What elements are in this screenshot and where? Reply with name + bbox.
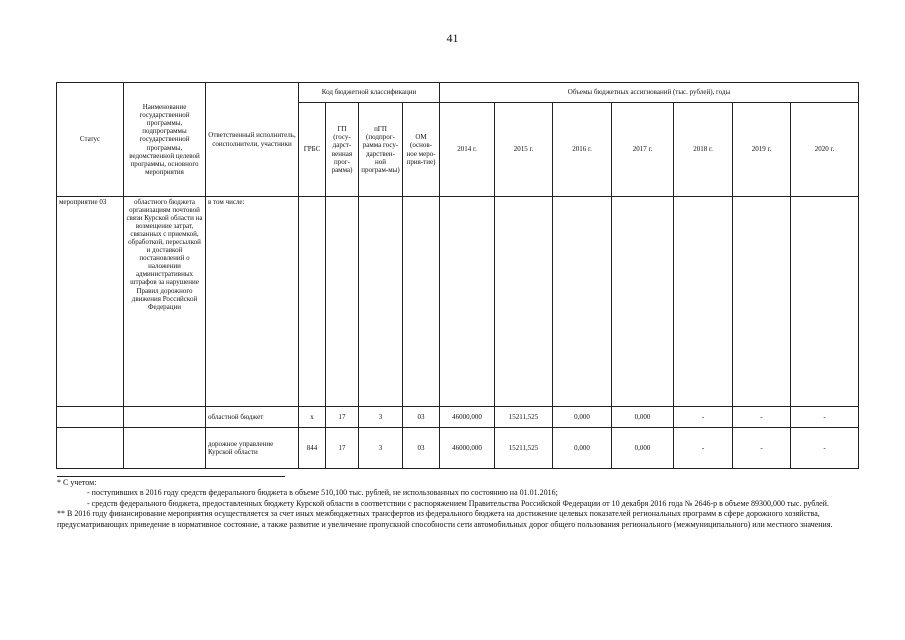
page-number: 41: [446, 31, 459, 45]
cell-grbs: х: [299, 407, 326, 428]
header-year: 2020 г.: [791, 103, 859, 197]
cell-value: 46000,000: [440, 407, 495, 428]
header-status: Статус: [57, 83, 124, 197]
footnote-star-title: * С учетом:: [57, 478, 97, 487]
header-year: 2017 г.: [612, 103, 674, 197]
cell-empty: [674, 197, 733, 407]
cell-empty: [299, 197, 326, 407]
cell-value: 0,000: [553, 428, 612, 469]
header-year: 2016 г.: [553, 103, 612, 197]
cell-pgp: 3: [359, 407, 403, 428]
cell-om: 03: [403, 407, 440, 428]
cell-empty: [733, 197, 791, 407]
cell-responsible: дорожное управление Курской области: [206, 428, 299, 469]
cell-empty: [791, 197, 859, 407]
header-gp: ГП (госу-дарст-венная прог-рамма): [326, 103, 359, 197]
cell-om: 03: [403, 428, 440, 469]
footnote-item: - поступивших в 2016 году средств федерального бюджета в объеме 510,100 тыс. рублей, не использованных по состоянию на 01.01.2016;: [87, 488, 558, 498]
footnotes: [57, 478, 847, 530]
header-budget-code-group: Код бюджетной классификации: [299, 83, 440, 103]
cell-responsible: в том числе:: [206, 197, 299, 407]
footnote-item: - средств федерального бюджета, предоставленных бюджету Курской области в соответствии с распоряжением Правительства Российской Федерации от 10 декабря 2016 года № 2646-р в объеме 89300,000 тыс. рублей.: [87, 498, 829, 508]
cell-value: 0,000: [612, 428, 674, 469]
cell-empty: [612, 197, 674, 407]
cell-gp: 17: [326, 428, 359, 469]
cell-empty: [553, 197, 612, 407]
header-year: 2015 г.: [495, 103, 553, 197]
header-grbs: ГРБС: [299, 103, 326, 197]
cell-value: 15211,525: [495, 428, 553, 469]
table-row: [57, 197, 859, 407]
cell-empty: [495, 197, 553, 407]
cell-value: -: [674, 428, 733, 469]
header-year: 2014 г.: [440, 103, 495, 197]
cell-value: 15211,525: [495, 407, 553, 428]
cell-value: -: [733, 407, 791, 428]
cell-value: 0,000: [612, 407, 674, 428]
header-pgp: пГП (подпрог-рамма госу-дарствен-ной програм-мы): [359, 103, 403, 197]
cell-empty: [403, 197, 440, 407]
header-name: Наименование государственной программы, подпрограммы государственной программы, ведомственной целевой программы, основного мероприятия: [124, 83, 206, 197]
cell-empty: [440, 197, 495, 407]
cell-empty: [124, 407, 206, 428]
header-responsible: Ответственный исполнитель, соисполнители, участники: [206, 83, 299, 197]
cell-grbs: 844: [299, 428, 326, 469]
cell-value: -: [674, 407, 733, 428]
table-row: [57, 428, 859, 469]
cell-gp: 17: [326, 407, 359, 428]
header-row-groups: [57, 83, 859, 103]
cell-value: -: [791, 407, 859, 428]
cell-empty: [124, 428, 206, 469]
header-year: 2018 г.: [674, 103, 733, 197]
cell-name: областного бюджета организациям почтовой связи Курской области на возмещение затрат, связанных с приемкой, обработкой, пересылкой и доставкой постановлений о наложении административных штрафов за нарушение Правил дорожного движения Российской Федерации: [124, 197, 206, 407]
table-row: [57, 407, 859, 428]
cell-status: мероприятие 03: [57, 197, 124, 407]
header-volumes-group: Объемы бюджетных ассигнований (тыс. рублей), годы: [440, 83, 859, 103]
cell-value: 46000,000: [440, 428, 495, 469]
cell-empty: [57, 428, 124, 469]
header-om: ОМ (основ-ное меро-прия-тие): [403, 103, 440, 197]
budget-table: [56, 82, 859, 469]
cell-value: -: [733, 428, 791, 469]
cell-empty: [57, 407, 124, 428]
header-year: 2019 г.: [733, 103, 791, 197]
cell-empty: [326, 197, 359, 407]
cell-pgp: 3: [359, 428, 403, 469]
cell-empty: [359, 197, 403, 407]
cell-value: -: [791, 428, 859, 469]
footnote-divider: [57, 476, 285, 477]
cell-value: 0,000: [553, 407, 612, 428]
footnote-double-star: ** В 2016 году финансирование мероприятия осуществляется за счет иных межбюджетных трансфертов из федерального бюджета на достижение целевых показателей региональных программ в сфере дорожного хозяйства, предусматривающих приведение в нормативное состояние, а также развитие и увеличение пропускной способности сети автомобильных дорог общего пользования регионального (межмуниципального) или местного значения.: [57, 509, 833, 529]
cell-responsible: областной бюджет: [206, 407, 299, 428]
